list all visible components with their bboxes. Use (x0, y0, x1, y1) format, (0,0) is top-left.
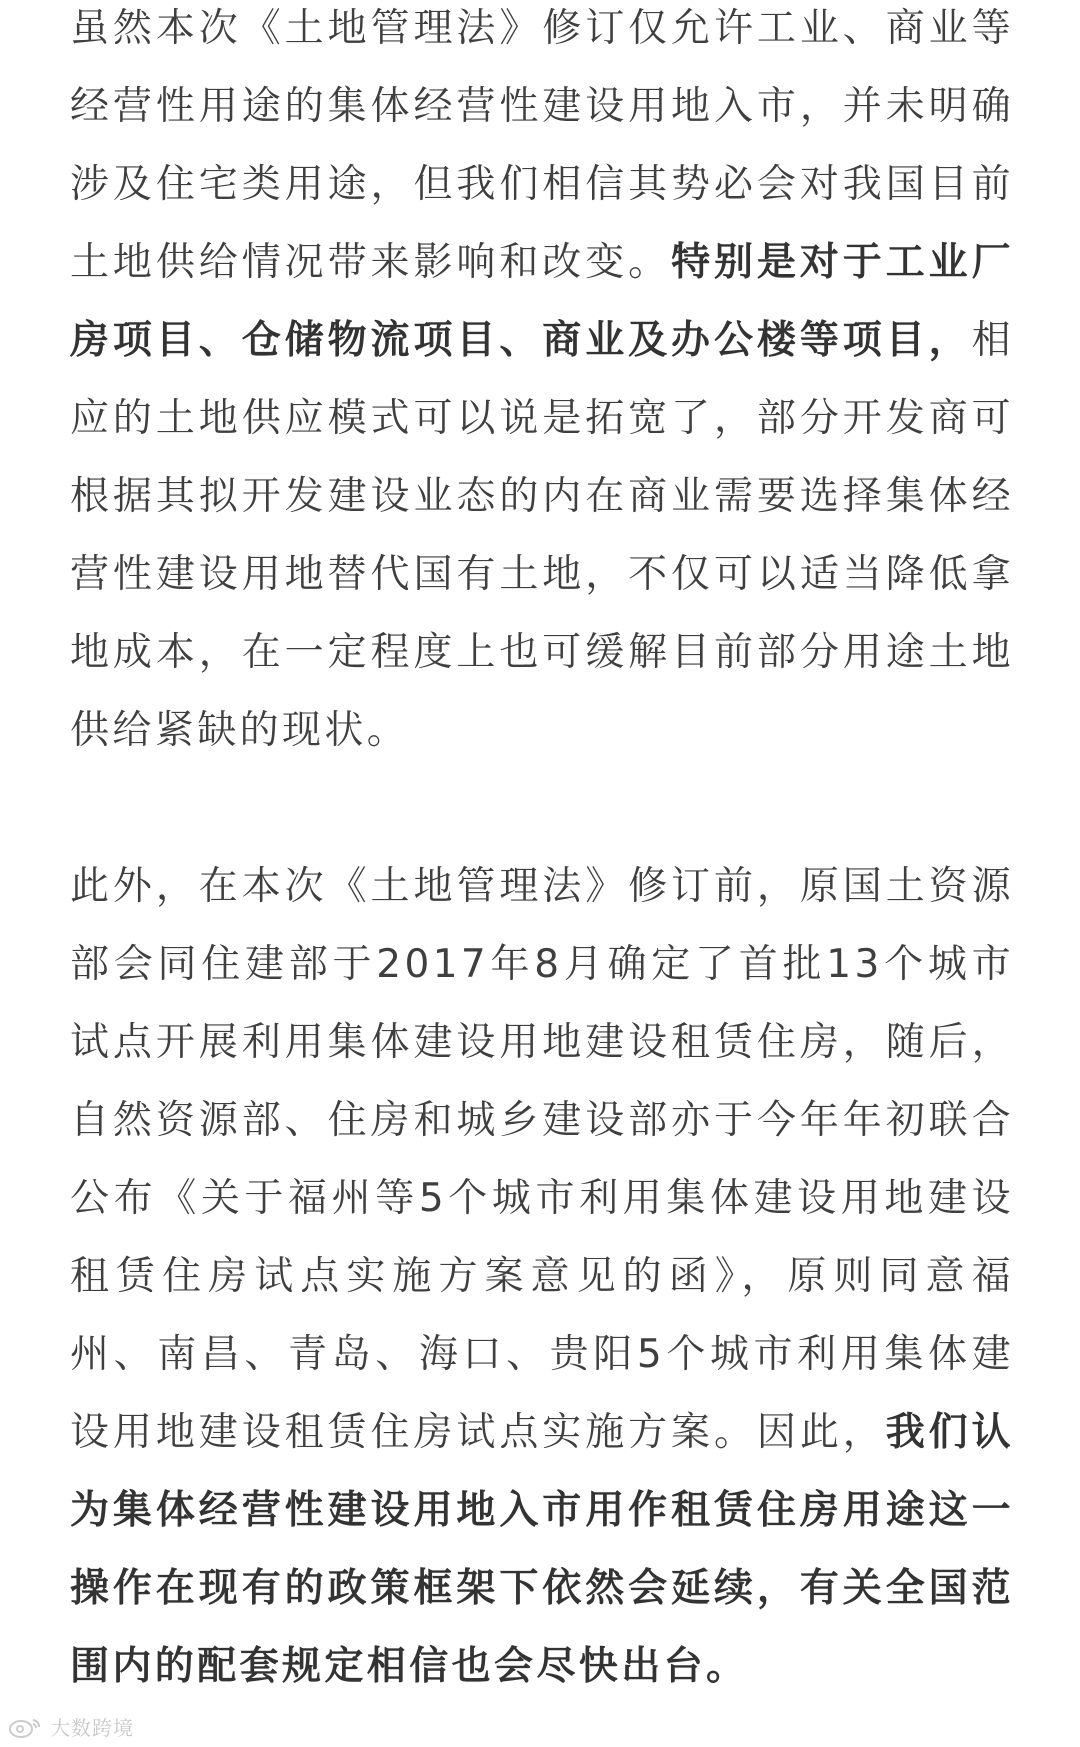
paragraph-2-text-1: 此外，在本次《土地管理法》修订前，原国土资源部会同住建部于2017年8月确定了首批13个城市试点开展利用集体建设用地建设租赁住房，随后，自然资源部、住房和城乡建设部亦于今年年初联合公布《关于福州等5个城市利用集体建设用地建设租赁住房试点实施方案意见的函》，原则同意福州、南昌、青岛、海口、贵阳5个城市利用集体建设用地建设租赁住房试点实施方案。因此， (70, 864, 1014, 1455)
watermark (8, 1712, 134, 1741)
paragraph-2 (70, 848, 1014, 1706)
article-body (70, 0, 1014, 1706)
watermark-text: 大数跨境 (50, 1716, 134, 1740)
paragraph-2-bold-1: 我们认为集体经营性建设用地入市用作租赁住房用途这一操作在现有的政策框架下依然会延续，有关全国范围内的配套规定相信也会尽快出台。 (70, 1410, 1015, 1689)
paragraph-1 (70, 0, 1014, 770)
paragraph-1-text-2: 相应的土地供应模式可以说是拓宽了，部分开发商可根据其拟开发建设业态的内在商业需要选择集体经营性建设用地替代国有土地，不仅可以适当降低拿地成本，在一定程度上也可缓解目前部分用途土地供给紧缺的现状。 (70, 318, 1014, 753)
paragraph-1-text-1: 虽然本次《土地管理法》修订仅允许工业、商业等经营性用途的集体经营性建设用地入市，并未明确涉及住宅类用途，但我们相信其势必会对我国目前土地供给情况带来影响和改变。 (70, 6, 1014, 285)
weibo-logo-icon (8, 1716, 44, 1738)
paragraph-1-bold-1: 特别是对于工业厂房项目、仓储物流项目、商业及办公楼等项目， (70, 240, 1014, 363)
